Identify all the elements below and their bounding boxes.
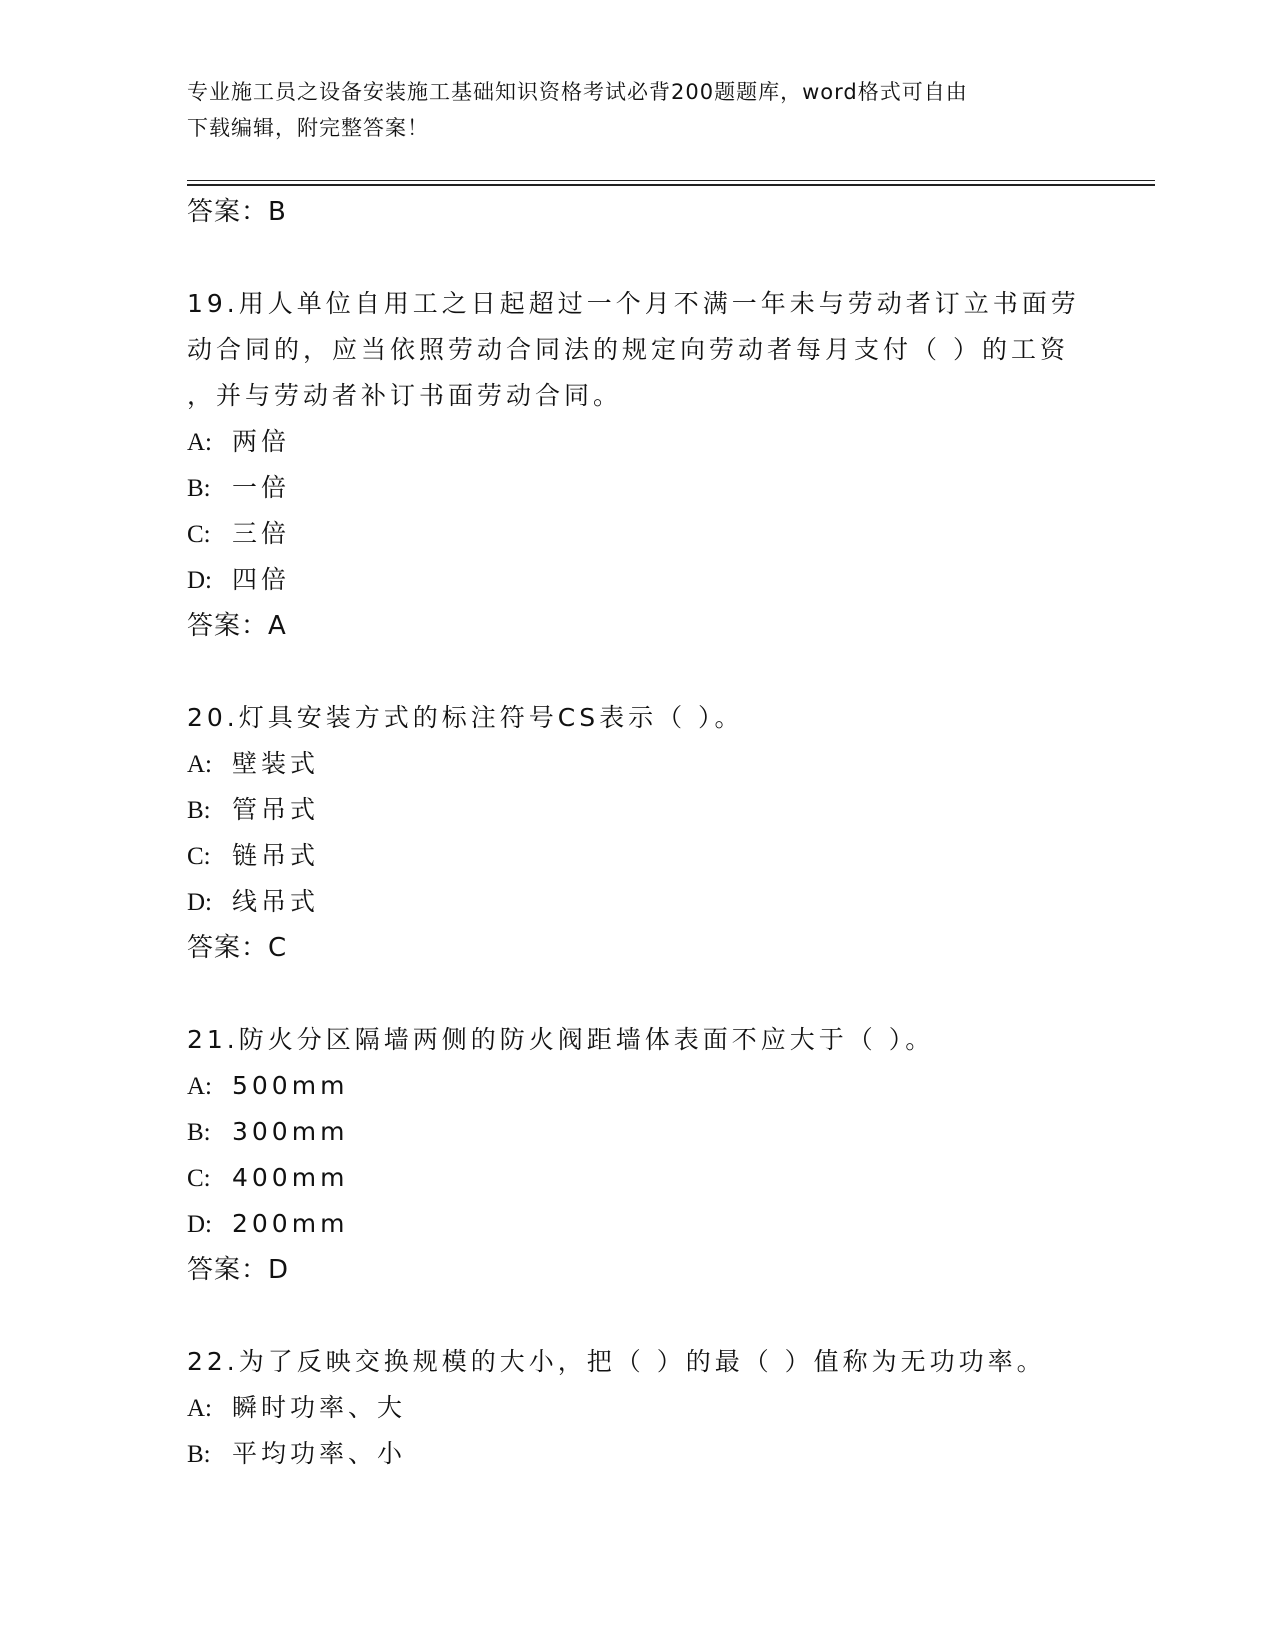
option-letter: C:: [187, 843, 211, 870]
header-title-line-1: 专业施工员之设备安装施工基础知识资格考试必背200题题库，word格式可自由: [187, 80, 968, 104]
answer-line: 答案：C: [187, 933, 288, 963]
question-block: [187, 1339, 1087, 1477]
option-b: [187, 1109, 1087, 1155]
option-text: 三倍: [232, 519, 291, 548]
option-text: 300mm: [232, 1117, 349, 1146]
option-a: [187, 1385, 1087, 1431]
option-letter: B:: [187, 475, 211, 502]
option-letter: C:: [187, 1165, 211, 1192]
option-text: 链吊式: [232, 841, 320, 870]
spacer: [187, 235, 1087, 281]
option-letter: B:: [187, 797, 211, 824]
option-text: 瞬时功率、大: [232, 1393, 407, 1422]
header-divider-bottom: [187, 184, 1155, 186]
answer-line: 答案：D: [187, 1255, 290, 1285]
option-text: 四倍: [232, 565, 291, 594]
question-stem-line: ，并与劳动者补订书面劳动合同。: [187, 381, 623, 410]
option-letter: A:: [187, 429, 212, 456]
spacer: [187, 649, 1087, 695]
option-c: [187, 833, 1087, 879]
option-a: [187, 741, 1087, 787]
question-block: [187, 281, 1087, 695]
option-c: [187, 511, 1087, 557]
document-header: [187, 74, 1087, 146]
question-stem-line: 22.为了反映交换规模的大小，把（ ）的最（ ）值称为无功功率。: [187, 1347, 1046, 1376]
option-d: [187, 1201, 1087, 1247]
question-stem-line: 动合同的，应当依照劳动合同法的规定向劳动者每月支付（ ）的工资: [187, 335, 1069, 364]
answer-line: 答案：A: [187, 611, 287, 641]
option-text: 500mm: [232, 1071, 349, 1100]
option-letter: C:: [187, 521, 211, 548]
spacer: [187, 971, 1087, 1017]
option-letter: A:: [187, 1395, 212, 1422]
option-letter: A:: [187, 1073, 212, 1100]
option-b: [187, 787, 1087, 833]
option-c: [187, 1155, 1087, 1201]
question-block: [187, 695, 1087, 1017]
header-divider-top: [187, 180, 1155, 181]
option-letter: B:: [187, 1119, 211, 1146]
question-stem-line: 20.灯具安装方式的标注符号CS表示（ ）。: [187, 703, 744, 732]
option-a: [187, 1063, 1087, 1109]
option-d: [187, 557, 1087, 603]
option-letter: D:: [187, 1211, 212, 1238]
option-text: 两倍: [232, 427, 291, 456]
option-text: 一倍: [232, 473, 291, 502]
question-list: [187, 189, 1087, 1477]
option-text: 平均功率、小: [232, 1439, 407, 1468]
header-title-line-2: 下载编辑，附完整答案！: [187, 116, 429, 140]
spacer: [187, 1293, 1087, 1339]
option-text: 管吊式: [232, 795, 320, 824]
answer-line: 答案：B: [187, 197, 287, 227]
option-a: [187, 419, 1087, 465]
option-d: [187, 879, 1087, 925]
option-b: [187, 465, 1087, 511]
question-block: [187, 1017, 1087, 1339]
option-text: 线吊式: [232, 887, 320, 916]
question-stem-line: 21.防火分区隔墙两侧的防火阀距墙体表面不应大于（ ）。: [187, 1025, 935, 1054]
question-stem-line: 19.用人单位自用工之日起超过一个月不满一年未与劳动者订立书面劳: [187, 289, 1080, 318]
option-text: 400mm: [232, 1163, 349, 1192]
option-letter: D:: [187, 567, 212, 594]
option-b: [187, 1431, 1087, 1477]
option-letter: D:: [187, 889, 212, 916]
option-letter: B:: [187, 1441, 211, 1468]
option-letter: A:: [187, 751, 212, 778]
option-text: 壁装式: [232, 749, 320, 778]
option-text: 200mm: [232, 1209, 349, 1238]
